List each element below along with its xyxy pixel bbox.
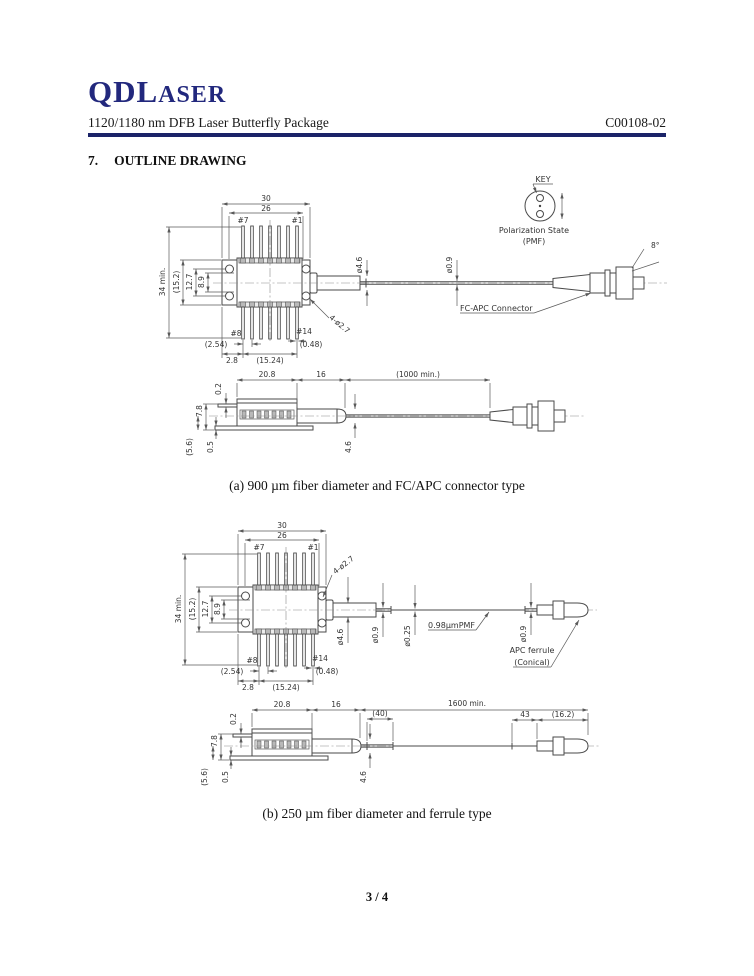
document-title-bar (88, 115, 666, 131)
package-top-view-b (174, 521, 384, 692)
logo-rest: ASER (158, 82, 227, 108)
package-top-view-a (158, 194, 368, 365)
dim-20-8: 20.8 (273, 700, 291, 709)
dim-5-6: (5.6) (200, 768, 209, 786)
dim-5-6: (5.6) (185, 438, 194, 456)
dim-snout-dia: ø4.6 (355, 256, 364, 274)
dim-0-2: 0.2 (229, 713, 238, 725)
pin-1-label: #1 (291, 216, 303, 225)
polarization-label-1: Polarization State (498, 226, 570, 235)
dim-15-24: (15.24) (256, 356, 284, 365)
dim-0-5: 0.5 (221, 771, 230, 783)
outline-drawing-b (85, 513, 725, 803)
dim-12-7: 12.7 (201, 600, 210, 618)
dim-angle-8deg: 8° (651, 241, 660, 250)
dim-0-48: (0.48) (315, 667, 339, 676)
dim-26: 26 (261, 204, 271, 213)
ferrule-label-1: APC ferrule (509, 646, 555, 655)
dim-34min: 34 min. (174, 594, 183, 624)
dim-0-2: 0.2 (214, 383, 223, 395)
dim-fiber-0-9-b: ø0.9 (519, 625, 528, 643)
pin-14-label: #14 (296, 327, 312, 336)
dim-15-2: (15.2) (188, 597, 197, 621)
fiber-ferrule-b (336, 577, 597, 667)
dim-7-8: 7.8 (195, 405, 204, 417)
caption-a: (a) 900 µm fiber diameter and FC/APC connector type (229, 478, 525, 493)
package-side-view-a (185, 370, 585, 456)
dim-1000min: (1000 min.) (396, 370, 440, 379)
dim-20-8: 20.8 (258, 370, 276, 379)
dim-2-8: 2.8 (242, 683, 254, 692)
pin-7-label: #7 (237, 216, 249, 225)
polarization-key-diagram (499, 175, 569, 246)
document-number: C00108-02 (605, 115, 666, 130)
document-title: 1120/1180 nm DFB Laser Butterfly Package (88, 115, 329, 130)
dim-15-2: (15.2) (172, 270, 181, 294)
ferrule-label-2: (Conical) (514, 658, 550, 667)
key-label: KEY (535, 175, 551, 184)
pmf-label: 0.98µmPMF (428, 621, 476, 630)
logo-main: QDL (88, 74, 159, 109)
dim-8-9: 8.9 (213, 603, 222, 615)
dim-snout-dia: ø4.6 (336, 628, 345, 646)
connector-label: FC-APC Connector (460, 304, 533, 313)
company-logo (88, 74, 226, 110)
dim-2-54: (2.54) (220, 667, 244, 676)
dim-16-2: (16.2) (551, 710, 575, 719)
pin-1-label: #1 (307, 543, 319, 552)
dim-16: 16 (316, 370, 326, 379)
dim-26: 26 (277, 531, 287, 540)
outline-drawing-a (85, 170, 725, 475)
dim-fiber-0-9-a: ø0.9 (371, 626, 380, 644)
pin-14-label: #14 (312, 654, 328, 663)
header-rule (88, 133, 666, 137)
dim-0-48: (0.48) (299, 340, 323, 349)
polarization-label-2: (PMF) (522, 237, 546, 246)
dim-fiber-dia: ø0.9 (445, 256, 454, 274)
dim-2-54: (2.54) (204, 340, 228, 349)
pin-7-label: #7 (253, 543, 265, 552)
fiber-connector-a (355, 241, 667, 313)
page-number: 3 / 4 (365, 890, 389, 904)
dim-4-6: 4.6 (344, 441, 353, 453)
dim-holes-4xd2-7: 4-ø2.7 (327, 312, 352, 336)
dim-16: 16 (331, 700, 341, 709)
dim-holes-4xd2-7: 4-ø2.7 (331, 554, 356, 576)
caption-b: (b) 250 µm fiber diameter and ferrule type (262, 806, 492, 821)
dim-8-9: 8.9 (197, 276, 206, 288)
dim-12-7: 12.7 (185, 273, 194, 291)
dim-fiber-0-25: ø0.25 (403, 625, 412, 647)
dim-43: 43 (520, 710, 530, 719)
dim-30: 30 (277, 521, 287, 530)
dim-34min: 34 min. (158, 267, 167, 297)
dim-1600min: 1600 min. (448, 699, 486, 708)
dim-40: (40) (372, 709, 388, 718)
dim-4-6: 4.6 (359, 771, 368, 783)
pin-8-label: #8 (230, 329, 242, 338)
section-title: OUTLINE DRAWING (114, 153, 247, 168)
dim-30: 30 (261, 194, 271, 203)
dim-2-8: 2.8 (226, 356, 238, 365)
section-heading (88, 153, 247, 169)
dim-0-5: 0.5 (206, 441, 215, 453)
section-number: 7. (88, 153, 99, 168)
package-side-view-b (200, 699, 600, 786)
dim-15-24: (15.24) (272, 683, 300, 692)
pin-8-label: #8 (246, 656, 258, 665)
dim-7-8: 7.8 (210, 735, 219, 747)
